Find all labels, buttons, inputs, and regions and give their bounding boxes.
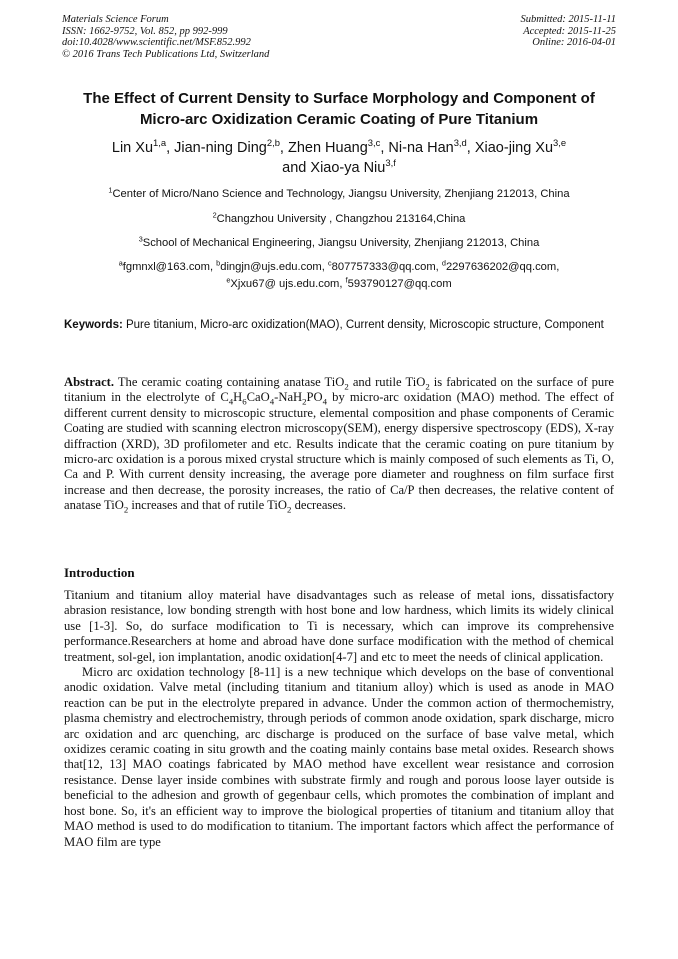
paragraph: Micro arc oxidation technology [8-11] is a new technique which develops on the base of conventional anodic oxidation. Valve metal (including titanium and titanium alloy) which is used as anode in MAO reaction can be put in the electrolyte prepared in advance. Under the common action of thermochemistry, plasma chemistry and electrochemistry, through periods of common anode oxidation, spark discharge, micro arc oxidation and arc quenching, arc discharge is produced on the surface of base valve metal, which oxidizes ceramic coating in situ growth and the coating mainly contains base metal oxides. Research shows that[12, 13] MAO coatings fabricated by MAO method have excellent wear resistance and corrosion resistance. Dense layer inside combines with substrate firmly and rough and porous loose layer outside is beneficial to the adhesion and growth of gegenbaur cells, which promotes the combination of implant and host bone. So, it's an efficient way to improve the biological properties of titanium and titanium alloy that MAO method is used to do modification to titanium. The important factors which affect the performance of MAO film are type xyxy=(64,665,614,849)
title-line-1: The Effect of Current Density to Surface Morphology and Component of xyxy=(83,90,595,107)
keywords-label: Keywords: xyxy=(64,319,123,331)
email-line-2 xyxy=(40,276,638,293)
affiliation-sup: 2 xyxy=(212,210,217,220)
abstract-text: H xyxy=(233,390,243,405)
email: fgmnxl@163.com, xyxy=(122,261,217,273)
accepted-date: Accepted: 2015-11-25 xyxy=(523,25,616,37)
author-name: , Ni-na Han xyxy=(380,140,454,156)
abstract-text: The ceramic coating containing anatase TiO xyxy=(114,375,345,389)
author-sup: 3,d xyxy=(453,137,467,149)
introduction-body xyxy=(64,588,614,850)
subscript: 4 xyxy=(322,396,328,407)
email: dingjn@ujs.edu.com, xyxy=(220,261,328,273)
journal-doi: doi:10.4028/www.scientific.net/MSF.852.992 xyxy=(62,37,251,49)
email: 593790127@qq.com xyxy=(347,278,452,290)
subscript: 4 xyxy=(228,396,234,407)
abstract-text: and rutile TiO xyxy=(348,375,426,389)
title-line-2: Micro-arc Oxidization Ceramic Coating of Pure Titanium xyxy=(139,111,539,128)
author-line-2 xyxy=(40,158,638,178)
journal-name: Materials Science Forum xyxy=(62,14,169,25)
subscript: 6 xyxy=(242,396,247,407)
affiliation-text: Changzhou University , Changzhou 213164,China xyxy=(216,213,466,225)
author-name: , Zhen Huang xyxy=(279,140,368,156)
email-sup: c xyxy=(327,258,332,268)
email-sup: a xyxy=(118,258,123,268)
keywords xyxy=(64,317,614,335)
author-sup: 2,b xyxy=(266,137,280,149)
email-sup: d xyxy=(441,258,446,268)
paper-title xyxy=(40,88,638,130)
author-name: , Jian-ning Ding xyxy=(166,140,267,156)
email-sup: b xyxy=(216,258,221,268)
author-name: and Xiao-ya Niu xyxy=(282,160,386,176)
abstract-text: increases and that of rutile TiO xyxy=(128,498,288,513)
keywords-text: Pure titanium, Micro-arc oxidization(MAO), Current density, Microscopic structure, Component xyxy=(122,319,604,331)
affiliation-1 xyxy=(40,187,638,201)
author-name: Lin Xu xyxy=(111,140,154,156)
online-date: Online: 2016-04-01 xyxy=(532,37,616,49)
subscript: 2 xyxy=(287,504,292,515)
abstract-label: Abstract. xyxy=(64,375,115,389)
email-sup: f xyxy=(345,275,348,285)
abstract-text: by micro-arc oxidation (MAO) method. The effect of different current density to microscopic structure, elemental composition and phase components of Ceramic Coating are studied with scanning electron microscopy(SEM), energy dispersive spectroscopy (EDS), X-ray diffraction (XRD), 3D profilometer and etc. Results indicate that the ceramic coating on pure titanium by micro-arc oxidation is a porous mixed crystal structure which is mainly composed of such elements as Ti, O, Ca and P. With current density increasing, the average pore diameter and roughness on film surface first increase and then decrease, the porosity increases, the ratio of Ca/P then decreases, the relative content of anatase TiO xyxy=(64,390,614,513)
abstract-text: -NaH xyxy=(274,390,303,405)
author-list xyxy=(40,138,638,178)
author-sup: 3,f xyxy=(385,157,396,169)
abstract-text: decreases. xyxy=(291,498,346,513)
abstract-text: is fabricated on the surface of pure titanium in the electrolyte of C xyxy=(64,375,614,405)
subscript: 4 xyxy=(269,396,275,407)
email: 807757333@qq.com, xyxy=(331,261,442,273)
author-sup: 1,a xyxy=(153,137,167,149)
abstract-text: CaO xyxy=(246,390,270,405)
affiliation-text: School of Mechanical Engineering, Jiangsu University, Zhenjiang 212013, China xyxy=(142,237,540,249)
author-line-1 xyxy=(40,138,638,158)
submitted-date: Submitted: 2015-11-11 xyxy=(520,14,616,25)
subscript: 2 xyxy=(123,504,129,515)
section-heading-introduction: Introduction xyxy=(64,565,135,580)
paragraph: Titanium and titanium alloy material have disadvantages such as release of metal ions, dissatisfactory abrasion resistance, low bonding strength with host bone and low hardness, which limits its widely clinical use [1-3]. So, do surface modification to Ti is necessary, which can improve its comprehensive performance.Researchers at home and abroad have done surface modification with the method of chemical treatment, sol-gel, ion implantation, anodic oxidation[4-7] and etc to meet the needs of clinical application. xyxy=(64,588,614,664)
abstract-text: PO xyxy=(306,390,323,405)
author-name: , Xiao-jing Xu xyxy=(466,140,554,156)
journal-issn: ISSN: 1662-9752, Vol. 852, pp 992-999 xyxy=(62,25,228,37)
affiliation-sup: 1 xyxy=(108,185,113,195)
abstract xyxy=(64,375,614,514)
subscript: 2 xyxy=(344,381,349,392)
dates-header xyxy=(520,14,616,49)
affiliation-2 xyxy=(40,212,638,226)
author-sup: 3,c xyxy=(367,137,381,149)
subscript: 2 xyxy=(302,396,307,407)
journal-copyright: © 2016 Trans Tech Publications Ltd, Switzerland xyxy=(62,48,270,60)
email: 2297636202@qq.com, xyxy=(445,261,560,273)
email-sup: e xyxy=(226,275,231,285)
email-line-1 xyxy=(40,259,638,276)
subscript: 2 xyxy=(425,381,430,392)
author-emails xyxy=(40,259,638,293)
affiliation-text: Center of Micro/Nano Science and Technology, Jiangsu University, Zhenjiang 212013, China xyxy=(112,188,570,200)
email: Xjxu67@ ujs.edu.com, xyxy=(230,278,346,290)
affiliation-sup: 3 xyxy=(138,234,143,244)
journal-header xyxy=(62,14,269,60)
author-sup: 3,e xyxy=(553,137,567,149)
affiliation-3 xyxy=(40,236,638,250)
